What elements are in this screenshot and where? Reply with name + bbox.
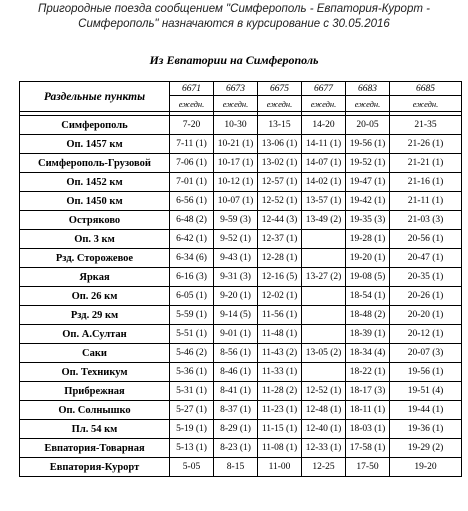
station-name: Симферополь-Грузовой <box>20 154 170 173</box>
time-cell: 18-03 (1) <box>346 420 390 439</box>
station-row <box>20 173 462 192</box>
station-row <box>20 458 462 477</box>
station-row <box>20 306 462 325</box>
time-cell: 20-12 (1) <box>390 325 462 344</box>
time-cell: 18-34 (4) <box>346 344 390 363</box>
time-cell: 12-33 (1) <box>302 439 346 458</box>
time-cell: 5-13 (1) <box>170 439 214 458</box>
time-cell <box>302 306 346 325</box>
time-cell: 14-07 (1) <box>302 154 346 173</box>
time-cell: 12-16 (5) <box>258 268 302 287</box>
station-name: Яркая <box>20 268 170 287</box>
station-name: Пл. 54 км <box>20 420 170 439</box>
time-cell: 20-07 (3) <box>390 344 462 363</box>
time-cell: 19-56 (1) <box>346 135 390 154</box>
time-cell: 14-11 (1) <box>302 135 346 154</box>
time-cell: 10-21 (1) <box>214 135 258 154</box>
time-cell: 13-02 (1) <box>258 154 302 173</box>
station-name: Оп. Техникум <box>20 363 170 382</box>
time-cell: 18-17 (3) <box>346 382 390 401</box>
time-cell: 19-20 (1) <box>346 249 390 268</box>
time-cell: 10-07 (1) <box>214 192 258 211</box>
time-cell <box>302 249 346 268</box>
time-cell: 6-42 (1) <box>170 230 214 249</box>
time-cell: 19-56 (1) <box>390 363 462 382</box>
train-number: 6685 <box>390 82 462 96</box>
frequency-cell: ежедн. <box>258 96 302 112</box>
time-cell: 10-17 (1) <box>214 154 258 173</box>
time-cell: 5-27 (1) <box>170 401 214 420</box>
station-row <box>20 287 462 306</box>
time-cell: 18-11 (1) <box>346 401 390 420</box>
time-cell: 21-21 (1) <box>390 154 462 173</box>
frequency-cell: ежедн. <box>170 96 214 112</box>
time-cell: 19-28 (1) <box>346 230 390 249</box>
station-row <box>20 249 462 268</box>
time-cell: 18-54 (1) <box>346 287 390 306</box>
time-cell: 11-33 (1) <box>258 363 302 382</box>
station-name: Рзд. Сторожевое <box>20 249 170 268</box>
time-cell: 12-25 <box>302 458 346 477</box>
time-cell: 13-57 (1) <box>302 192 346 211</box>
frequency-cell: ежедн. <box>214 96 258 112</box>
time-cell: 12-57 (1) <box>258 173 302 192</box>
train-number: 6673 <box>214 82 258 96</box>
time-cell: 11-15 (1) <box>258 420 302 439</box>
time-cell: 10-12 (1) <box>214 173 258 192</box>
time-cell: 17-50 <box>346 458 390 477</box>
time-cell: 7-01 (1) <box>170 173 214 192</box>
station-row <box>20 344 462 363</box>
time-cell: 13-06 (1) <box>258 135 302 154</box>
time-cell: 18-48 (2) <box>346 306 390 325</box>
station-row <box>20 420 462 439</box>
time-cell: 7-06 (1) <box>170 154 214 173</box>
station-row <box>20 135 462 154</box>
time-cell: 19-52 (1) <box>346 154 390 173</box>
time-cell: 6-05 (1) <box>170 287 214 306</box>
time-cell: 9-01 (1) <box>214 325 258 344</box>
time-cell: 20-56 (1) <box>390 230 462 249</box>
announcement-line-2: Симферополь" назначаются в курсирование с 30.05.2016 <box>78 18 390 30</box>
time-cell: 11-23 (1) <box>258 401 302 420</box>
time-cell: 5-59 (1) <box>170 306 214 325</box>
time-cell: 20-20 (1) <box>390 306 462 325</box>
time-cell: 9-52 (1) <box>214 230 258 249</box>
time-cell: 12-48 (1) <box>302 401 346 420</box>
time-cell: 6-48 (2) <box>170 211 214 230</box>
station-row <box>20 401 462 420</box>
schedule-body <box>20 82 462 477</box>
time-cell: 8-37 (1) <box>214 401 258 420</box>
station-row <box>20 363 462 382</box>
station-name: Симферополь <box>20 116 170 135</box>
frequency-cell: ежедн. <box>302 96 346 112</box>
time-cell: 5-05 <box>170 458 214 477</box>
train-number: 6671 <box>170 82 214 96</box>
station-name: Оп. А.Султан <box>20 325 170 344</box>
time-cell: 8-15 <box>214 458 258 477</box>
time-cell: 11-00 <box>258 458 302 477</box>
time-cell <box>302 363 346 382</box>
station-name: Остряково <box>20 211 170 230</box>
time-cell <box>302 325 346 344</box>
station-name: Саки <box>20 344 170 363</box>
station-name: Прибрежная <box>20 382 170 401</box>
time-cell: 8-41 (1) <box>214 382 258 401</box>
time-cell: 12-28 (1) <box>258 249 302 268</box>
station-name: Евпатория-Товарная <box>20 439 170 458</box>
time-cell: 19-08 (5) <box>346 268 390 287</box>
time-cell: 11-08 (1) <box>258 439 302 458</box>
schedule-table <box>19 81 462 477</box>
time-cell: 8-46 (1) <box>214 363 258 382</box>
station-name: Оп. 1452 км <box>20 173 170 192</box>
train-number: 6677 <box>302 82 346 96</box>
station-name: Рзд. 29 км <box>20 306 170 325</box>
station-row <box>20 154 462 173</box>
time-cell: 20-47 (1) <box>390 249 462 268</box>
station-row <box>20 192 462 211</box>
time-cell: 9-31 (3) <box>214 268 258 287</box>
time-cell: 14-02 (1) <box>302 173 346 192</box>
time-cell: 5-51 (1) <box>170 325 214 344</box>
time-cell: 6-56 (1) <box>170 192 214 211</box>
time-cell <box>302 287 346 306</box>
station-row <box>20 382 462 401</box>
station-row <box>20 268 462 287</box>
stations-header: Раздельные пункты <box>20 82 170 112</box>
time-cell: 20-35 (1) <box>390 268 462 287</box>
time-cell: 5-19 (1) <box>170 420 214 439</box>
direction-title: Из Евпатории на Симферополь <box>149 53 319 67</box>
time-cell: 8-29 (1) <box>214 420 258 439</box>
time-cell: 8-56 (1) <box>214 344 258 363</box>
time-cell: 20-05 <box>346 116 390 135</box>
time-cell: 13-49 (2) <box>302 211 346 230</box>
time-cell: 7-20 <box>170 116 214 135</box>
time-cell: 6-34 (6) <box>170 249 214 268</box>
announcement-header <box>0 2 468 32</box>
time-cell: 11-48 (1) <box>258 325 302 344</box>
time-cell: 9-14 (5) <box>214 306 258 325</box>
station-name: Оп. 1457 км <box>20 135 170 154</box>
time-cell: 6-16 (3) <box>170 268 214 287</box>
time-cell: 12-44 (3) <box>258 211 302 230</box>
train-number: 6675 <box>258 82 302 96</box>
time-cell: 18-39 (1) <box>346 325 390 344</box>
announcement-line-1: Пригородные поезда сообщением "Симферополь - Евпатория-Курорт - <box>38 3 430 15</box>
time-cell: 21-03 (3) <box>390 211 462 230</box>
time-cell: 21-26 (1) <box>390 135 462 154</box>
time-cell: 12-37 (1) <box>258 230 302 249</box>
time-cell: 7-11 (1) <box>170 135 214 154</box>
time-cell: 14-20 <box>302 116 346 135</box>
frequency-cell: ежедн. <box>346 96 390 112</box>
station-name: Оп. 3 км <box>20 230 170 249</box>
station-row <box>20 325 462 344</box>
time-cell: 13-05 (2) <box>302 344 346 363</box>
time-cell: 5-31 (1) <box>170 382 214 401</box>
time-cell: 11-56 (1) <box>258 306 302 325</box>
station-name: Евпатория-Курорт <box>20 458 170 477</box>
time-cell: 20-26 (1) <box>390 287 462 306</box>
time-cell: 19-20 <box>390 458 462 477</box>
time-cell: 19-51 (4) <box>390 382 462 401</box>
time-cell: 13-27 (2) <box>302 268 346 287</box>
time-cell: 12-40 (1) <box>302 420 346 439</box>
time-cell: 19-35 (3) <box>346 211 390 230</box>
time-cell: 5-36 (1) <box>170 363 214 382</box>
time-cell: 5-46 (2) <box>170 344 214 363</box>
time-cell: 19-29 (2) <box>390 439 462 458</box>
time-cell: 21-35 <box>390 116 462 135</box>
station-name: Оп. 26 км <box>20 287 170 306</box>
time-cell: 10-30 <box>214 116 258 135</box>
time-cell: 12-52 (1) <box>302 382 346 401</box>
station-row <box>20 116 462 135</box>
time-cell: 11-28 (2) <box>258 382 302 401</box>
time-cell: 21-11 (1) <box>390 192 462 211</box>
train-number: 6683 <box>346 82 390 96</box>
time-cell: 13-15 <box>258 116 302 135</box>
time-cell: 8-23 (1) <box>214 439 258 458</box>
station-row <box>20 439 462 458</box>
frequency-cell: ежедн. <box>390 96 462 112</box>
station-row <box>20 230 462 249</box>
train-number-row <box>20 82 462 96</box>
time-cell: 19-36 (1) <box>390 420 462 439</box>
time-cell: 19-42 (1) <box>346 192 390 211</box>
time-cell: 17-58 (1) <box>346 439 390 458</box>
station-row <box>20 211 462 230</box>
time-cell: 9-20 (1) <box>214 287 258 306</box>
station-name: Оп. 1450 км <box>20 192 170 211</box>
time-cell: 9-59 (3) <box>214 211 258 230</box>
time-cell: 12-52 (1) <box>258 192 302 211</box>
time-cell: 19-44 (1) <box>390 401 462 420</box>
time-cell: 11-43 (2) <box>258 344 302 363</box>
time-cell <box>302 230 346 249</box>
time-cell: 19-47 (1) <box>346 173 390 192</box>
time-cell: 21-16 (1) <box>390 173 462 192</box>
time-cell: 9-43 (1) <box>214 249 258 268</box>
time-cell: 12-02 (1) <box>258 287 302 306</box>
time-cell: 18-22 (1) <box>346 363 390 382</box>
station-name: Оп. Солнышко <box>20 401 170 420</box>
